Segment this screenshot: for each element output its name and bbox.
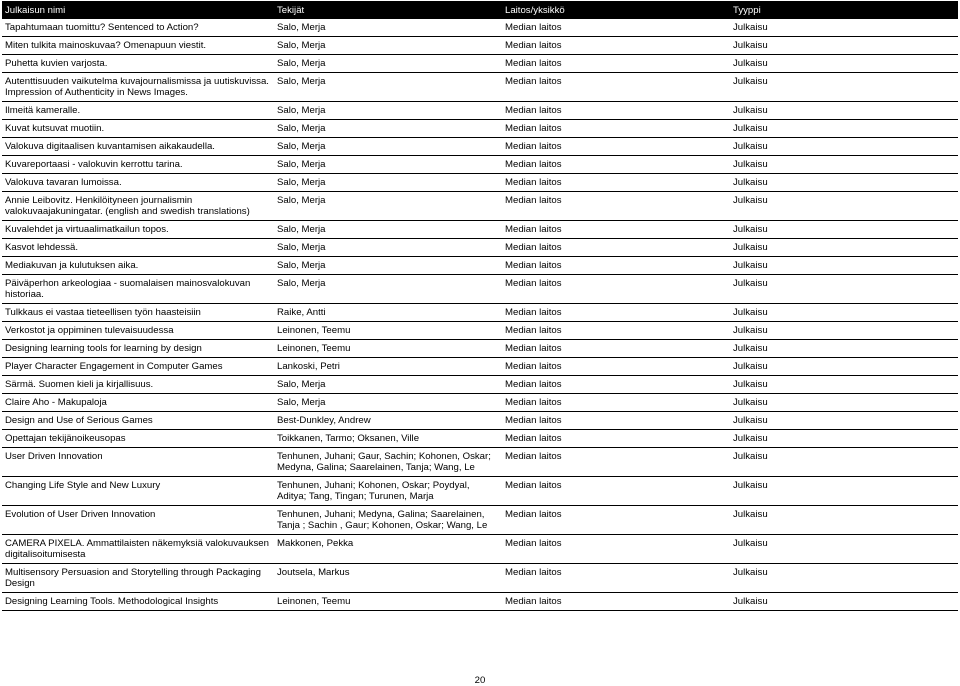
table-row (2, 102, 958, 120)
table-row (2, 304, 958, 322)
cell-title: Autenttisuuden vaikutelma kuvajournalismissa ja uutiskuvissa. Impression of Authenticity in News Images. (5, 76, 269, 98)
cell-type: Julkaisu (733, 195, 768, 206)
cell-authors: Salo, Merja (277, 278, 326, 289)
cell-title: Kasvot lehdessä. (5, 242, 79, 253)
table-row (2, 120, 958, 138)
cell-type: Julkaisu (733, 433, 768, 444)
table-row (2, 275, 958, 304)
cell-type: Julkaisu (733, 361, 768, 372)
cell-title: Changing Life Style and New Luxury (5, 480, 161, 491)
cell-unit: Median laitos (505, 379, 562, 390)
page-number: 20 (474, 675, 486, 686)
cell-authors: Salo, Merja (277, 177, 326, 188)
cell-title: Evolution of User Driven Innovation (5, 509, 156, 520)
cell-unit: Median laitos (505, 433, 562, 444)
cell-type: Julkaisu (733, 343, 768, 354)
cell-type: Julkaisu (733, 325, 768, 336)
table-row (2, 376, 958, 394)
table-row (2, 430, 958, 448)
cell-authors: Salo, Merja (277, 58, 326, 69)
table-row (2, 593, 958, 611)
header-authors: Tekijät (277, 5, 305, 16)
cell-authors: Leinonen, Teemu (277, 596, 351, 607)
cell-authors: Makkonen, Pekka (277, 538, 354, 549)
cell-title: Kuvareportaasi - valokuvin kerrottu tarina. (5, 159, 183, 170)
cell-title: Designing Learning Tools. Methodological Insights (5, 596, 219, 607)
cell-type: Julkaisu (733, 538, 768, 549)
cell-unit: Median laitos (505, 307, 562, 318)
cell-title: Valokuva digitaalisen kuvantamisen aikakaudella. (5, 141, 215, 152)
cell-type: Julkaisu (733, 278, 768, 289)
cell-title: User Driven Innovation (5, 451, 103, 462)
cell-unit: Median laitos (505, 40, 562, 51)
cell-unit: Median laitos (505, 567, 562, 578)
cell-unit: Median laitos (505, 343, 562, 354)
table-row (2, 221, 958, 239)
cell-type: Julkaisu (733, 224, 768, 235)
cell-unit: Median laitos (505, 361, 562, 372)
cell-authors: Tenhunen, Juhani; Medyna, Galina; Saarelainen, Tanja ; Sachin , Gaur; Kohonen, Oskar; Wang, Le (277, 509, 488, 531)
cell-authors: Joutsela, Markus (277, 567, 350, 578)
cell-title: Kuvat kutsuvat muotiin. (5, 123, 105, 134)
cell-authors: Salo, Merja (277, 397, 326, 408)
table-row (2, 322, 958, 340)
header-unit: Laitos/yksikkö (505, 5, 565, 16)
cell-type: Julkaisu (733, 596, 768, 607)
cell-authors: Salo, Merja (277, 159, 326, 170)
cell-authors: Salo, Merja (277, 40, 326, 51)
cell-title: Design and Use of Serious Games (5, 415, 153, 426)
cell-unit: Median laitos (505, 397, 562, 408)
cell-type: Julkaisu (733, 141, 768, 152)
cell-title: Designing learning tools for learning by design (5, 343, 202, 354)
cell-unit: Median laitos (505, 58, 562, 69)
cell-type: Julkaisu (733, 260, 768, 271)
cell-title: Player Character Engagement in Computer Games (5, 361, 223, 372)
cell-unit: Median laitos (505, 415, 562, 426)
cell-title: Mediakuvan ja kulutuksen aika. (5, 260, 139, 271)
cell-authors: Salo, Merja (277, 76, 326, 87)
cell-authors: Raike, Antti (277, 307, 326, 318)
table-body (2, 19, 958, 611)
cell-type: Julkaisu (733, 40, 768, 51)
cell-title: Claire Aho - Makupaloja (5, 397, 107, 408)
cell-unit: Median laitos (505, 538, 562, 549)
cell-title: CAMERA PIXELA. Ammattilaisten näkemyksiä valokuvauksen digitalisoitumisesta (5, 538, 269, 560)
table-row (2, 156, 958, 174)
cell-type: Julkaisu (733, 451, 768, 462)
cell-title: Multisensory Persuasion and Storytelling through Packaging Design (5, 567, 261, 589)
cell-authors: Salo, Merja (277, 123, 326, 134)
cell-unit: Median laitos (505, 451, 562, 462)
cell-title: Miten tulkita mainoskuvaa? Omenapuun viestit. (5, 40, 207, 51)
cell-authors: Salo, Merja (277, 260, 326, 271)
cell-unit: Median laitos (505, 177, 562, 188)
cell-unit: Median laitos (505, 123, 562, 134)
cell-type: Julkaisu (733, 159, 768, 170)
cell-title: Valokuva tavaran lumoissa. (5, 177, 122, 188)
cell-unit: Median laitos (505, 480, 562, 491)
cell-type: Julkaisu (733, 76, 768, 87)
cell-title: Annie Leibovitz. Henkilöityneen journalismin valokuvaajakuningatar. (english and swedish translations) (5, 195, 250, 217)
cell-unit: Median laitos (505, 22, 562, 33)
cell-type: Julkaisu (733, 22, 768, 33)
cell-authors: Salo, Merja (277, 224, 326, 235)
table-row (2, 19, 958, 37)
table-row (2, 239, 958, 257)
cell-title: Tapahtumaan tuomittu? Sentenced to Action? (5, 22, 199, 33)
cell-type: Julkaisu (733, 123, 768, 134)
table-row (2, 55, 958, 73)
cell-title: Kuvalehdet ja virtuaalimatkailun topos. (5, 224, 169, 235)
cell-title: Päiväperhon arkeologiaa - suomalaisen mainosvalokuvan historiaa. (5, 278, 251, 300)
cell-authors: Salo, Merja (277, 195, 326, 206)
cell-title: Verkostot ja oppiminen tulevaisuudessa (5, 325, 174, 336)
header-title: Julkaisun nimi (5, 5, 66, 16)
cell-authors: Leinonen, Teemu (277, 325, 351, 336)
cell-unit: Median laitos (505, 105, 562, 116)
cell-unit: Median laitos (505, 195, 562, 206)
cell-unit: Median laitos (505, 596, 562, 607)
header-type: Tyyppi (733, 5, 761, 16)
table-row (2, 174, 958, 192)
table-row (2, 138, 958, 156)
table-row (2, 412, 958, 430)
cell-authors: Salo, Merja (277, 242, 326, 253)
table-row (2, 535, 958, 564)
cell-unit: Median laitos (505, 141, 562, 152)
cell-unit: Median laitos (505, 159, 562, 170)
cell-type: Julkaisu (733, 242, 768, 253)
cell-unit: Median laitos (505, 509, 562, 520)
cell-type: Julkaisu (733, 58, 768, 69)
cell-title: Ilmeitä kameralle. (5, 105, 81, 116)
cell-unit: Median laitos (505, 260, 562, 271)
table-row (2, 477, 958, 506)
table-row (2, 257, 958, 275)
cell-type: Julkaisu (733, 480, 768, 491)
cell-title: Puhetta kuvien varjosta. (5, 58, 108, 69)
table-row (2, 506, 958, 535)
cell-type: Julkaisu (733, 177, 768, 188)
cell-unit: Median laitos (505, 76, 562, 87)
table-row (2, 448, 958, 477)
table-row (2, 340, 958, 358)
cell-authors: Tenhunen, Juhani; Gaur, Sachin; Kohonen, Oskar; Medyna, Galina; Saarelainen, Tanja; Wang, Le (277, 451, 491, 473)
cell-authors: Leinonen, Teemu (277, 343, 351, 354)
table-row (2, 37, 958, 55)
cell-type: Julkaisu (733, 379, 768, 390)
cell-title: Tulkkaus ei vastaa tieteellisen työn haasteisiin (5, 307, 201, 318)
cell-authors: Lankoski, Petri (277, 361, 340, 372)
cell-type: Julkaisu (733, 397, 768, 408)
publications-table (2, 1, 958, 611)
cell-authors: Best-Dunkley, Andrew (277, 415, 371, 426)
cell-type: Julkaisu (733, 105, 768, 116)
cell-authors: Toikkanen, Tarmo; Oksanen, Ville (277, 433, 420, 444)
table-row (2, 192, 958, 221)
table-row (2, 358, 958, 376)
cell-type: Julkaisu (733, 509, 768, 520)
cell-title: Särmä. Suomen kieli ja kirjallisuus. (5, 379, 154, 390)
cell-authors: Salo, Merja (277, 105, 326, 116)
cell-unit: Median laitos (505, 325, 562, 336)
cell-type: Julkaisu (733, 307, 768, 318)
cell-authors: Salo, Merja (277, 22, 326, 33)
cell-type: Julkaisu (733, 415, 768, 426)
cell-type: Julkaisu (733, 567, 768, 578)
table-header (2, 1, 958, 19)
cell-unit: Median laitos (505, 242, 562, 253)
table-row (2, 73, 958, 102)
cell-authors: Salo, Merja (277, 379, 326, 390)
cell-title: Opettajan tekijänoikeusopas (5, 433, 126, 444)
cell-authors: Salo, Merja (277, 141, 326, 152)
table-row (2, 394, 958, 412)
cell-authors: Tenhunen, Juhani; Kohonen, Oskar; Poydyal, Aditya; Tang, Tingan; Turunen, Marja (277, 480, 470, 502)
cell-unit: Median laitos (505, 278, 562, 289)
cell-unit: Median laitos (505, 224, 562, 235)
table-row (2, 564, 958, 593)
